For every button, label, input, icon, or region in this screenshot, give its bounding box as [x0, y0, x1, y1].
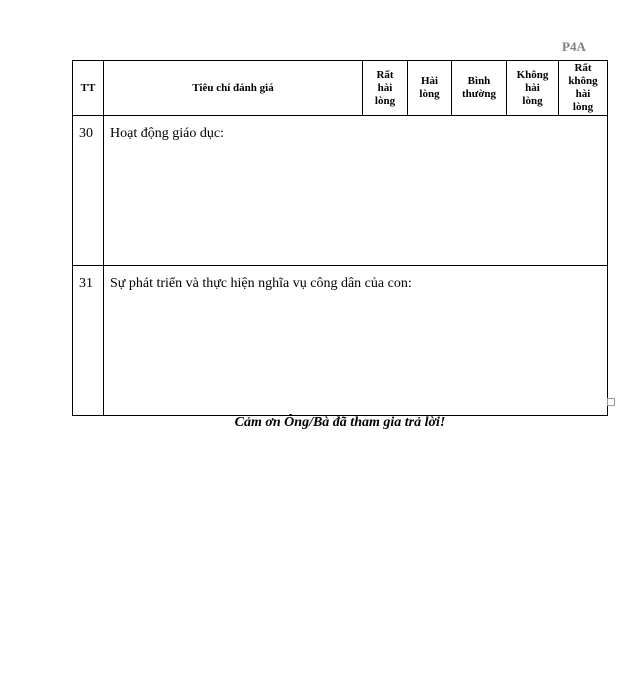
- row-number: 31: [73, 266, 104, 416]
- thank-you-note: Cảm ơn Ông/Bà đã tham gia trả lời!: [234, 415, 446, 430]
- header-criteria: Tiêu chí đánh giá: [104, 61, 363, 116]
- header-very-unsatisfied: Rất không hài lòng: [559, 61, 608, 116]
- table-row: [73, 116, 608, 266]
- header-row: [73, 61, 608, 116]
- header-unsatisfied: Không hài lòng: [507, 61, 559, 116]
- page-code-label: P4A: [562, 39, 586, 54]
- criteria-text[interactable]: Sự phát triển và thực hiện nghĩa vụ công dân của con:: [104, 266, 608, 416]
- header-satisfied: Hài lòng: [408, 61, 452, 116]
- header-normal: Bình thường: [452, 61, 507, 116]
- criteria-text[interactable]: Hoạt động giáo dục:: [104, 116, 608, 266]
- table-resize-handle[interactable]: [607, 398, 615, 406]
- header-very-satisfied: Rất hài lòng: [363, 61, 408, 116]
- survey-table: [72, 60, 608, 416]
- row-number: 30: [73, 116, 104, 266]
- table-row: [73, 266, 608, 416]
- header-tt: TT: [73, 61, 104, 116]
